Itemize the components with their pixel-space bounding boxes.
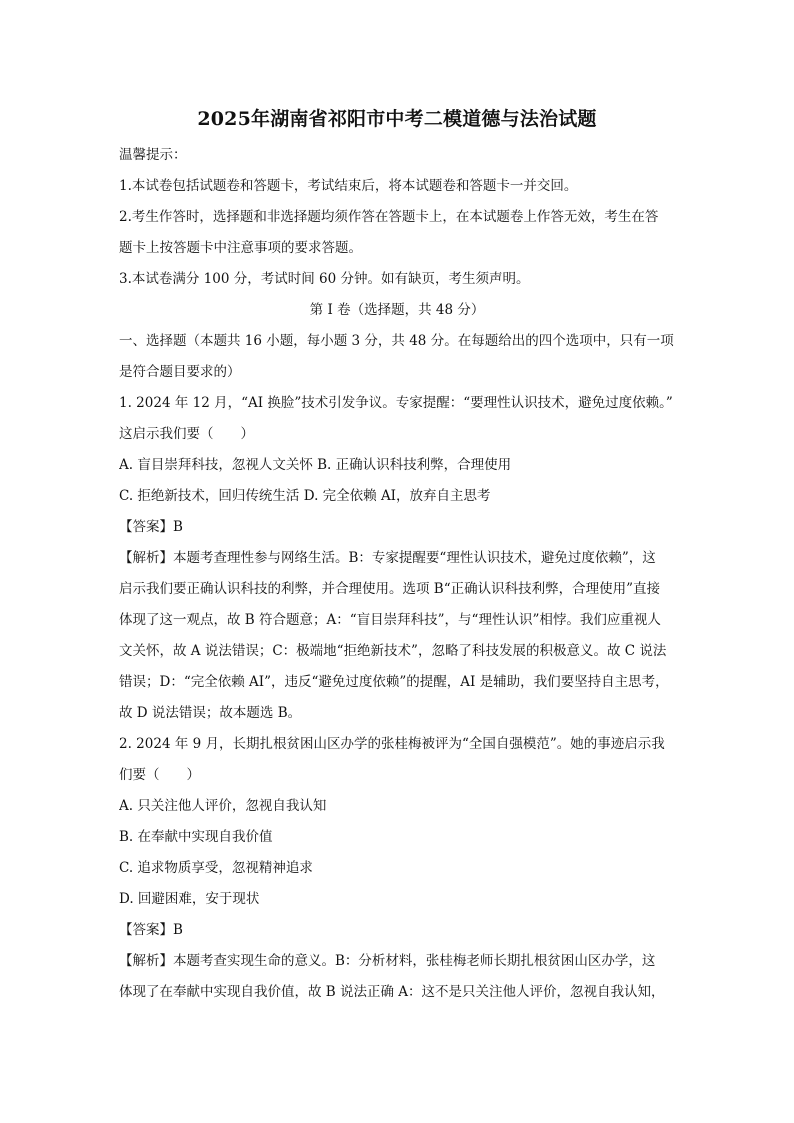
question-1-analysis: 文关怀，故 A 说法错误；C：极端地“拒绝新技术”，忽略了科技发展的积极意义。故 C 说法: [119, 643, 667, 659]
question-2-option-b: B. 在奉献中实现自我价值: [119, 829, 273, 845]
tip-line: 1.本试卷包括试题卷和答题卡，考试结束后，将本试题卷和答题卡一并交回。: [119, 178, 578, 194]
question-1-analysis: 故 D 说法错误；故本题选 B。: [119, 705, 302, 721]
part-intro-line: 是符合题目要求的）: [119, 364, 241, 380]
question-2-option-d: D. 回避困难，安于现状: [119, 891, 260, 907]
tip-line: 题卡上按答题卡中注意事项的要求答题。: [119, 240, 362, 256]
question-1-stem: 这启示我们要（ ）: [119, 426, 254, 442]
question-1-analysis: 错误；D：“完全依赖 AI”，违反“避免过度依赖”的提醒，AI 是辅助，我们要坚持自主思考，: [119, 674, 669, 690]
question-1-answer: 【答案】B: [119, 519, 183, 535]
page-title: 2025年湖南省祁阳市中考二模道德与法治试题: [197, 108, 597, 130]
tip-line: 3.本试卷满分 100 分，考试时间 60 分钟。如有缺页，考生须声明。: [119, 271, 530, 287]
question-1-options: A. 盲目崇拜科技，忽视人文关怀 B. 正确认识科技利弊，合理使用: [119, 457, 512, 473]
question-1-analysis: 启示我们要正确认识科技的利弊，并合理使用。选项 B“正确认识科技利弊，合理使用”直接: [119, 581, 661, 597]
section-heading: 第 I 卷（选择题，共 48 分）: [309, 302, 485, 318]
tip-line: 2.考生作答时，选择题和非选择题均须作答在答题卡上，在本试题卷上作答无效，考生在答: [119, 209, 659, 225]
question-1-options: C. 拒绝新技术，回归传统生活 D. 完全依赖 AI，放弃自主思考: [119, 488, 491, 504]
part-intro-line: 一、选择题（本题共 16 小题，每小题 3 分，共 48 分。在每题给出的四个选项中，只有一项: [119, 333, 674, 349]
question-1-analysis: 体现了这一观点，故 B 符合题意；A：“盲目崇拜科技”，与“理性认识”相悖。我们应重视人: [119, 612, 661, 628]
tips-heading: 温馨提示：: [119, 147, 187, 163]
question-2-stem: 2. 2024 年 9 月，长期扎根贫困山区办学的张桂梅被评为“全国自强模范”。她的事迹启示我: [119, 736, 665, 752]
question-2-answer: 【答案】B: [119, 922, 183, 938]
question-2-option-c: C. 追求物质享受，忽视精神追求: [119, 860, 313, 876]
question-2-analysis: 体现了在奉献中实现自我价值，故 B 说法正确 A：这不是只关注他人评价，忽视自我认知，: [119, 984, 665, 1000]
question-2-stem: 们要（ ）: [119, 767, 200, 783]
question-2-analysis: 【解析】本题考查实现生命的意义。B：分析材料，张桂梅老师长期扎根贫困山区办学，这: [119, 953, 656, 969]
question-2-option-a: A. 只关注他人评价，忽视自我认知: [119, 798, 327, 814]
question-1-analysis: 【解析】本题考查理性参与网络生活。B：专家提醒要“理性认识技术，避免过度依赖”，这: [119, 550, 656, 566]
question-1-stem: 1. 2024 年 12 月，“AI 换脸”技术引发争议。专家提醒：“要理性认识技术，避免过度依赖。”: [119, 395, 673, 411]
